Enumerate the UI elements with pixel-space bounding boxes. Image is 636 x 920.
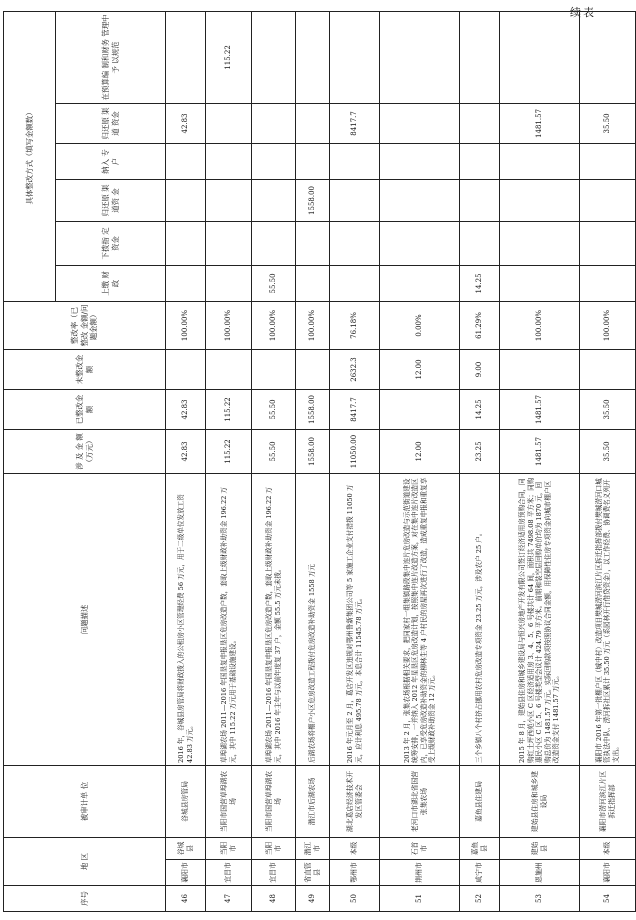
cell-m3 <box>500 179 580 221</box>
cell-m5 <box>460 103 500 143</box>
cell-rate: 100.00% <box>500 301 580 349</box>
cell-m2 <box>380 221 460 265</box>
cell-involved: 23.25 <box>460 429 500 473</box>
header-rate: 整改率（已整改 金额/问 题金额） <box>4 301 166 349</box>
cell-seq: 51 <box>380 886 460 912</box>
cell-issue: 草埠湖农场 2011—2016 年国垦复申报垦区危房改造户数，套取上级财政补助资金 196.22 万元，其中 115.22 万元用于基础设施建设。 <box>206 473 252 765</box>
table-row <box>166 11 206 911</box>
table-row <box>296 11 330 911</box>
cell-issue: 后湖农场将棚户小区危房改造工程拨付危房改造补助资金 1558 万元 <box>296 473 330 765</box>
cell-rectified: 42.83 <box>166 389 206 429</box>
cell-involved: 55.50 <box>252 429 296 473</box>
table-row <box>460 11 500 911</box>
cell-unrectified <box>252 349 296 389</box>
cell-m1 <box>330 265 380 301</box>
cell-rectified <box>380 389 460 429</box>
cell-seq: 48 <box>252 886 296 912</box>
cell-m4 <box>296 143 330 179</box>
cell-issue: 襄阳市 2016 年第一批棚户区（城中村）改造项目樊城涝河滨江片区拆迁指挥部拨付樊城涝河口城管执法中队、涝河拆社区累计 35.50 万元（系园林开行借贷资金），以工作经费、协调费名义列开支出。 <box>580 473 636 765</box>
header-unrectified: 未整改金 额 <box>4 349 166 389</box>
cell-m5: 1481.57 <box>500 103 580 143</box>
header-method-group: 具体整改方式（填写金额数） <box>4 11 56 301</box>
table-row <box>252 11 296 911</box>
cell-m5: 8417.7 <box>330 103 380 143</box>
cell-m4 <box>460 143 500 179</box>
header-m2: 下拨指 定资金 <box>56 221 166 265</box>
cell-county: 嘉鱼县 <box>460 837 500 859</box>
cell-rate: 76.18% <box>330 301 380 349</box>
cell-city: 咸宁市 <box>460 860 500 886</box>
cell-unit: 湖北葛店经济技术开发区管委会 <box>330 765 380 837</box>
header-seq: 序号 <box>4 886 166 912</box>
cell-involved: 35.50 <box>580 429 636 473</box>
cell-m1 <box>296 265 330 301</box>
cell-unrectified <box>580 349 636 389</box>
cell-city: 省直管县 <box>296 860 330 886</box>
cell-involved: 115.22 <box>206 429 252 473</box>
cell-m5 <box>252 103 296 143</box>
cell-m6 <box>500 11 580 103</box>
cell-m3 <box>330 179 380 221</box>
cell-unrectified: 2632.3 <box>330 349 380 389</box>
header-unit: 被审计单 位 <box>4 765 166 837</box>
cell-unrectified <box>296 349 330 389</box>
cell-rate: 100.00% <box>252 301 296 349</box>
cell-issue: 2016 年元月至 2 月，葛店开发区违规对鄂州鲁新集团公司等 5 家施工企业支付措拨 11050 万元，应计利息 495.78 万元，本息合计 11545.78 万元。 <box>330 473 380 765</box>
cell-seq: 54 <box>580 886 636 912</box>
cell-issue: 2013 年 2 月，张集农场根据相关要求，把同家村一组集镇路段集中连片危房改造与示范街道建设统筹安排，一并纳入 2012 年星垦区危房改造计划，按照集中连片改造方案，对在集中连片改造区内，已享受危房改造补助资金的柳林生等 4 户村民的房屋再次进行了改造，造成重复申报和重复享受上级财政补助资金 12 万元。 <box>380 473 460 765</box>
cell-m1: 55.50 <box>252 265 296 301</box>
cell-city: 鄂州市 <box>330 860 380 886</box>
cell-involved: 1558.00 <box>296 429 330 473</box>
cell-m3 <box>380 179 460 221</box>
cell-m6 <box>296 11 330 103</box>
cell-m5 <box>206 103 252 143</box>
cell-seq: 50 <box>330 886 380 912</box>
cell-rectified: 8417.7 <box>330 389 380 429</box>
cell-rate: 100.00% <box>296 301 330 349</box>
cell-unit: 当阳市国营草埠湖农场 <box>252 765 296 837</box>
cell-seq: 49 <box>296 886 330 912</box>
header-m1: 上缴 财政 <box>56 265 166 301</box>
cell-unit: 老河口市湖北省国营张集农场 <box>380 765 460 837</box>
cell-seq: 53 <box>500 886 580 912</box>
cell-m4 <box>580 143 636 179</box>
header-m4: 纳入 专户 <box>56 143 166 179</box>
cell-rate: 100.00% <box>580 301 636 349</box>
cell-issue: 2016 年，谷城县房管局将财政拨入的公租房小区管理经费 56 万元，用于二级单位发放工资 42.83 万元。 <box>166 473 206 765</box>
header-involved: 涉 及 金 额 （万元） <box>4 429 166 473</box>
cell-city: 宜昌市 <box>206 860 252 886</box>
cell-issue: 草埠湖农场 2011—2016 年国垦复申报垦区危房改造户数，套取上级财政补助资金 196.22 万元，其中 2016 年主年与以前年度复 37 户，金额 55.5 万元未拨。 <box>252 473 296 765</box>
header-issue: 问题描述 <box>4 473 166 765</box>
table-row <box>500 11 580 911</box>
cell-unit: 嘉鱼县住建局 <box>460 765 500 837</box>
cell-m4 <box>166 143 206 179</box>
cell-rate: 0.00% <box>380 301 460 349</box>
cell-m6 <box>460 11 500 103</box>
cell-m1 <box>166 265 206 301</box>
cell-city: 宜昌市 <box>252 860 296 886</box>
cell-unrectified: 12.00 <box>380 349 460 389</box>
cell-county: 建始县 <box>500 837 580 859</box>
cell-m6 <box>580 11 636 103</box>
cell-county: 潜江市 <box>296 837 330 859</box>
table-row <box>580 11 636 911</box>
cell-unrectified: 9.00 <box>460 349 500 389</box>
table-row <box>380 11 460 911</box>
header-m3: 归还原 渠道资 金 <box>56 179 166 221</box>
cell-unrectified <box>166 349 206 389</box>
cell-city: 襄阳市 <box>580 860 636 886</box>
cell-county: 石首市 <box>380 837 460 859</box>
header-m6: 在预算编 制和财务 管理中予 以规范 <box>56 11 166 103</box>
header-row-1 <box>4 11 56 911</box>
cell-m6: 115.22 <box>206 11 252 103</box>
cell-rectified: 1558.00 <box>296 389 330 429</box>
cell-m5: 42.83 <box>166 103 206 143</box>
cell-m4 <box>252 143 296 179</box>
cell-m5 <box>380 103 460 143</box>
cell-county: 本级 <box>580 837 636 859</box>
cell-m3 <box>252 179 296 221</box>
cell-m3: 1558.00 <box>296 179 330 221</box>
audit-table <box>3 11 636 912</box>
cell-involved: 42.83 <box>166 429 206 473</box>
cell-seq: 47 <box>206 886 252 912</box>
header-m5: 归还原 渠道 资金 <box>56 103 166 143</box>
cell-m1: 14.25 <box>460 265 500 301</box>
cell-county: 当阳市 <box>206 837 252 859</box>
cell-m2 <box>206 221 252 265</box>
cell-rectified: 1481.57 <box>500 389 580 429</box>
cell-m1 <box>380 265 460 301</box>
cell-unit: 潜江市后湖农场 <box>296 765 330 837</box>
cell-m6 <box>330 11 380 103</box>
cell-rate: 100.00% <box>206 301 252 349</box>
cell-m4 <box>380 143 460 179</box>
cell-m1 <box>580 265 636 301</box>
cell-involved: 12.00 <box>380 429 460 473</box>
cell-rectified: 35.50 <box>580 389 636 429</box>
cell-m2 <box>500 221 580 265</box>
cell-m1 <box>206 265 252 301</box>
cell-m5 <box>296 103 330 143</box>
cell-m3 <box>460 179 500 221</box>
cell-m5: 35.50 <box>580 103 636 143</box>
cell-m2 <box>296 221 330 265</box>
cell-m2 <box>330 221 380 265</box>
cell-m6 <box>380 11 460 103</box>
cell-county: 当阳市 <box>252 837 296 859</box>
cell-county: 本级 <box>330 837 380 859</box>
table-body <box>166 11 636 911</box>
header-region: 地 区 <box>4 837 166 885</box>
cell-involved: 11050.00 <box>330 429 380 473</box>
cell-m4 <box>206 143 252 179</box>
page-label: 续表 <box>570 6 596 19</box>
cell-m3 <box>206 179 252 221</box>
cell-unit: 谷城县房管局 <box>166 765 206 837</box>
cell-unit: 建始县住房和城乡建设局 <box>500 765 580 837</box>
cell-city: 恩施州 <box>500 860 580 886</box>
cell-rectified: 55.50 <box>252 389 296 429</box>
cell-m2 <box>252 221 296 265</box>
cell-m2 <box>166 221 206 265</box>
cell-unrectified <box>500 349 580 389</box>
cell-m3 <box>580 179 636 221</box>
cell-m1 <box>500 265 580 301</box>
cell-unit: 当阳市国营草埠湖农场 <box>206 765 252 837</box>
table-row <box>330 11 380 911</box>
cell-rectified: 14.25 <box>460 389 500 429</box>
cell-issue: 三个乡镇八个村挤占挪用农村危房改造专项资金 23.25 万元，涉及农户 25 户。 <box>460 473 500 765</box>
cell-rectified: 115.22 <box>206 389 252 429</box>
cell-seq: 46 <box>166 886 206 912</box>
cell-seq: 52 <box>460 886 500 912</box>
cell-city: 荆州市 <box>380 860 460 886</box>
cell-m4 <box>500 143 580 179</box>
cell-unrectified <box>206 349 252 389</box>
header-rectified: 已整改金 额 <box>4 389 166 429</box>
cell-m3 <box>166 179 206 221</box>
cell-unit: 襄阳市涝河滨江片区拆迁指挥部 <box>580 765 636 837</box>
cell-rate: 61.29% <box>460 301 500 349</box>
cell-city: 襄阳市 <box>166 860 206 886</box>
cell-m2 <box>460 221 500 265</box>
cell-m6 <box>252 11 296 103</box>
cell-m2 <box>580 221 636 265</box>
cell-county: 谷城县 <box>166 837 206 859</box>
cell-rate: 100.00% <box>166 301 206 349</box>
cell-involved: 1481.57 <box>500 429 580 473</box>
cell-m6 <box>166 11 206 103</box>
cell-m4 <box>330 143 380 179</box>
table-row <box>206 11 252 911</box>
cell-issue: 2015 年 8 月，建始县住房和城乡建设局与恒兴房地产开发有限公司签订经济适用房预购合同，同购红土坪西苑小区 C 区经济适用房 3、4、5、6 号楼共计 64 间，面积共 7498.08 平方米；同购惠民小区 C 区 5、6 号楼类型会议计 424.79 平方米。前期和装空层回购单价均为 1870 元，回购总价为 1481.57 万元。实际回购款项按照协议合同金额，用保障性住房专项资金向城市棚户区改造资金支付 1481.57 万元。 <box>500 473 580 765</box>
